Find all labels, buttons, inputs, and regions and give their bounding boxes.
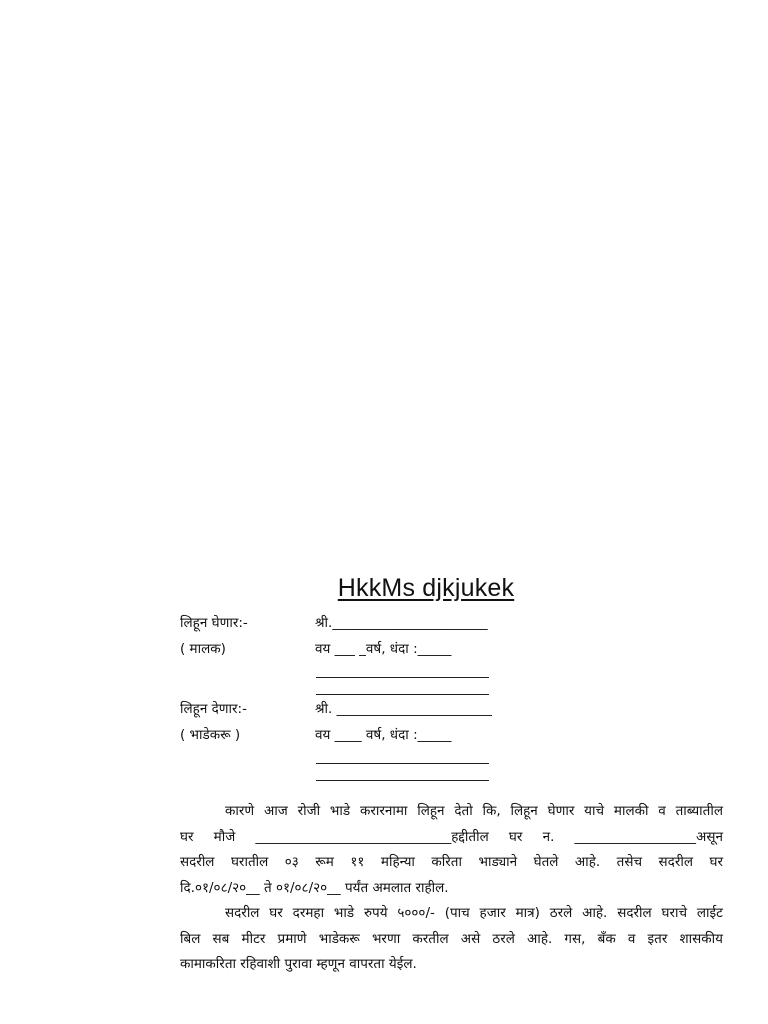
owner-label: लिहून घेणार:- (180, 615, 248, 631)
tenant-label: लिहून देणार:- (180, 701, 247, 717)
paragraph-2-line-2: बिल सब मीटर प्रमाणे भाडेकरू भरणा करतील असे ठरले आहे. गस, बँक व इतर शासकीय (180, 930, 723, 947)
paragraph-2-line-1: सदरील घर दरमहा भाडे रुपये ५०००/- (पाच हजार मात्र) ठरले आहे. सदरील घराचे लाईट (225, 905, 723, 921)
paragraph-1-line-1: कारणे आज रोजी भाडे करारनामा लिहून देतो कि, लिहून घेणार याचे मालकी व ताब्यातील (225, 803, 723, 819)
agreement-paragraph-2 (180, 901, 723, 978)
agreement-paragraph-1 (180, 799, 723, 901)
document-title: HkkMs djkjukek (337, 574, 515, 602)
paragraph-2-line-3: कामाकरिता रहिवाशी पुरावा म्हणून वापरता येईल. (180, 956, 417, 972)
paragraph-1-line-4: दि.०१/०८/२०__ ते ०१/०८/२०__ पर्यंत अमलात राहील. (180, 879, 449, 896)
paragraph-1-line-3: सदरील घरातील ०३ रूम ११ महिन्या करिता भाड्याने घेतले आहे. तसेच सदरील घर (180, 854, 723, 870)
paragraph-1-line-2: घर मौजे _____________________________हद्दीतील घर न. __________________असून (180, 828, 723, 845)
owner-address-line-1 (316, 677, 489, 678)
tenant-role: ( भाडेकरू ) (180, 727, 241, 743)
owner-role: ( मालक) (180, 641, 226, 657)
tenant-address-line-2 (316, 780, 489, 781)
owner-name-field: श्री._______________________ (315, 615, 488, 631)
tenant-address-line-1 (316, 763, 489, 764)
owner-address-line-2 (316, 694, 489, 695)
tenant-age-occupation-field: वय ____ वर्ष, धंदा :_____ (315, 727, 452, 743)
tenant-name-field: श्री. _______________________ (315, 701, 492, 717)
owner-age-occupation-field: वय ___ _वर्ष, धंदा :_____ (315, 641, 452, 657)
